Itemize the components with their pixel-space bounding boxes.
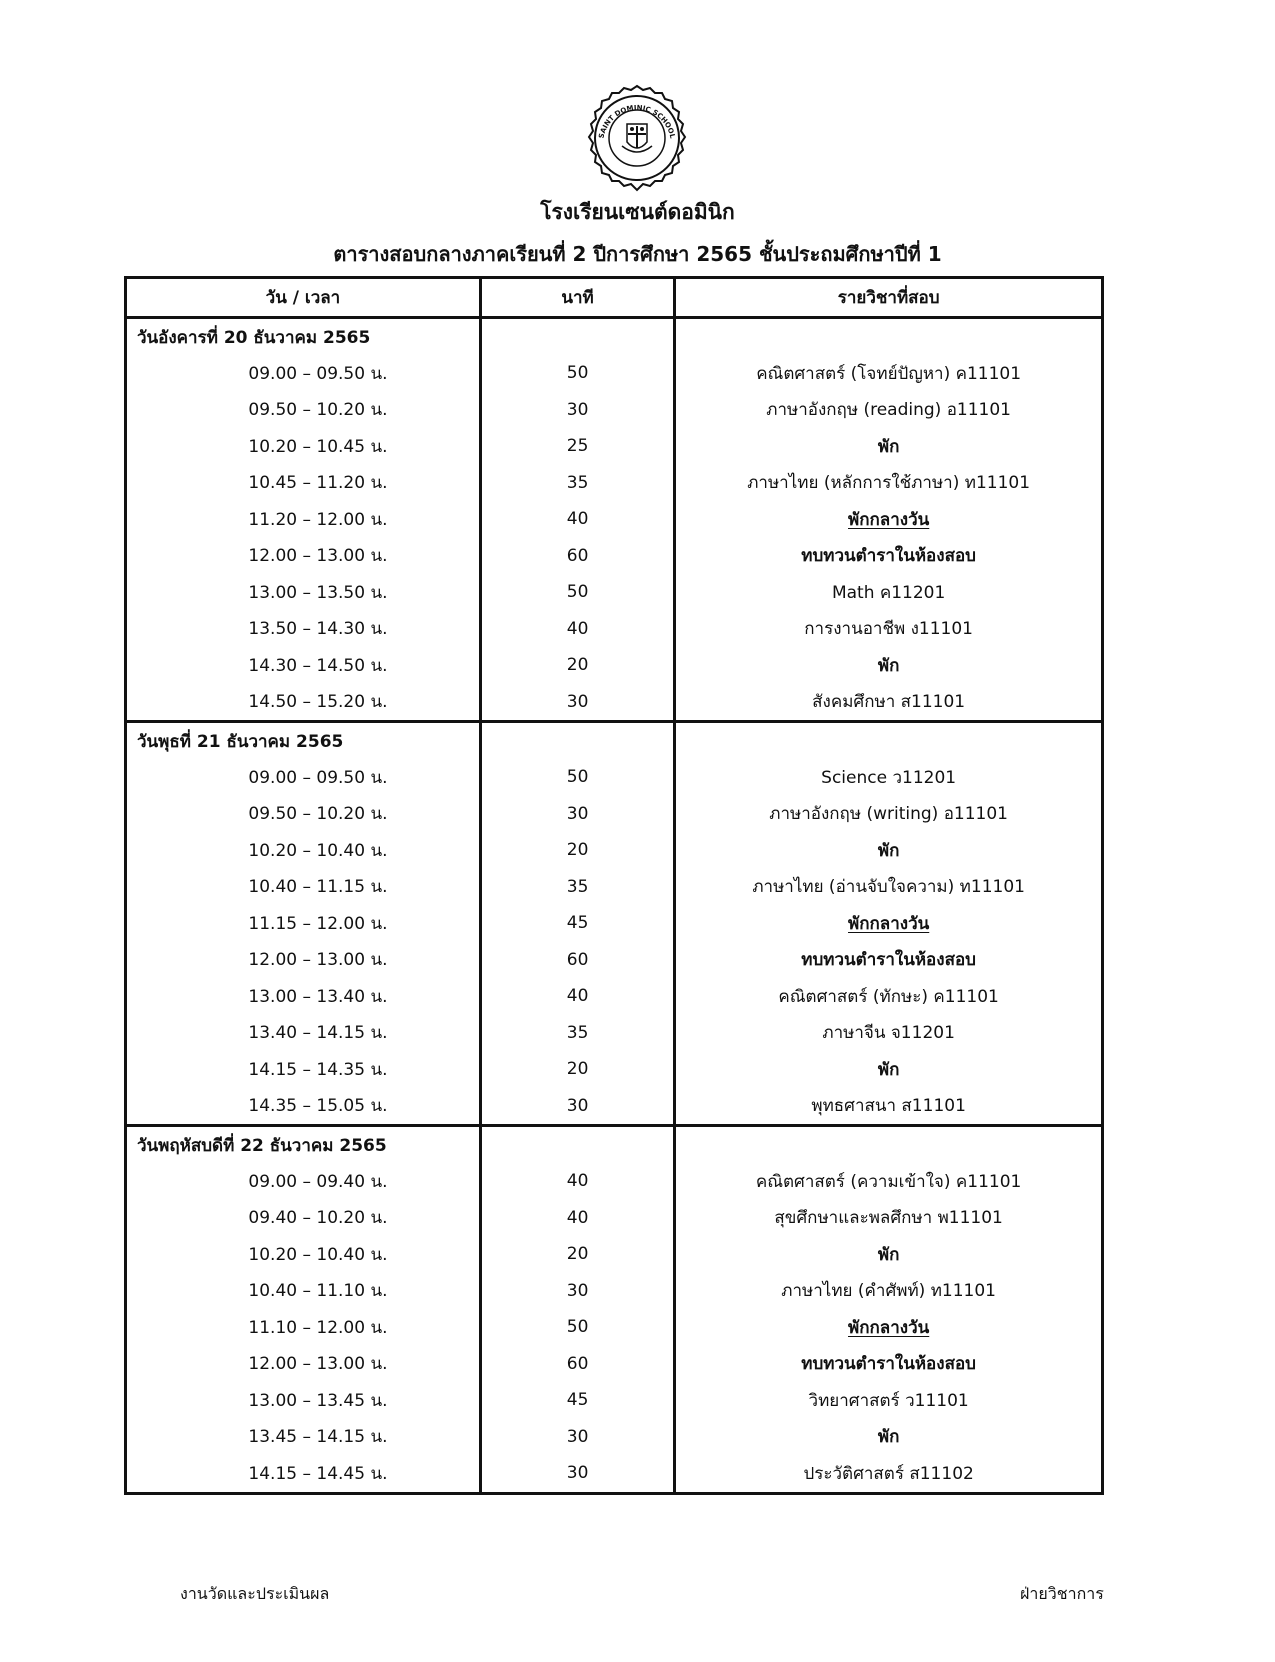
time-cell: 14.50 – 15.20 น. [126, 684, 481, 722]
day-label: วันพุธที่ 21 ธันวาคม 2565 [126, 722, 481, 760]
subject-cell: พัก [675, 428, 1103, 465]
table-row [126, 501, 1103, 538]
time-cell: 12.00 – 13.00 น. [126, 942, 481, 979]
minutes-cell: 45 [480, 905, 674, 942]
footer-measurement-unit: งานวัดและประเมินผล [180, 1584, 330, 1603]
subject-cell: คณิตศาสตร์ (ความเข้าใจ) ค11101 [675, 1163, 1103, 1200]
subject-cell: ภาษาไทย (หลักการใช้ภาษา) ท11101 [675, 465, 1103, 502]
footer-academic-department: ฝ่ายวิชาการ [1020, 1584, 1104, 1603]
subject-cell: สังคมศึกษา ส11101 [675, 684, 1103, 722]
minutes-cell: 30 [480, 392, 674, 429]
subject-cell: สุขศึกษาและพลศึกษา พ11101 [675, 1200, 1103, 1237]
subject-cell: พัก [675, 832, 1103, 869]
minutes-cell: 60 [480, 1346, 674, 1383]
header-day-time: วัน / เวลา [126, 278, 481, 318]
subject-cell: คณิตศาสตร์ (โจทย์ปัญหา) ค11101 [675, 355, 1103, 392]
minutes-cell: 20 [480, 647, 674, 684]
empty-cell [480, 1126, 674, 1164]
time-cell: 13.40 – 14.15 น. [126, 1015, 481, 1052]
subject-cell: ประวัติศาสตร์ ส11102 [675, 1455, 1103, 1493]
lunch-break-label: พักกลางวัน [848, 509, 930, 530]
minutes-cell: 35 [480, 869, 674, 906]
minutes-cell: 30 [480, 1273, 674, 1310]
minutes-cell: 30 [480, 796, 674, 833]
minutes-cell: 35 [480, 1015, 674, 1052]
subject-cell: ภาษาไทย (คำศัพท์) ท11101 [675, 1273, 1103, 1310]
subject-cell: Math ค11201 [675, 574, 1103, 611]
table-row [126, 1236, 1103, 1273]
table-row [126, 978, 1103, 1015]
time-cell: 11.20 – 12.00 น. [126, 501, 481, 538]
minutes-cell: 25 [480, 428, 674, 465]
day-header-row [126, 1126, 1103, 1164]
time-cell: 13.45 – 14.15 น. [126, 1419, 481, 1456]
time-cell: 14.15 – 14.45 น. [126, 1455, 481, 1493]
subject-cell: พุทธศาสนา ส11101 [675, 1088, 1103, 1126]
table-row [126, 832, 1103, 869]
time-cell: 09.50 – 10.20 น. [126, 796, 481, 833]
minutes-cell: 50 [480, 574, 674, 611]
subject-cell: ทบทวนตำราในห้องสอบ [675, 942, 1103, 979]
subject-cell: พัก [675, 1051, 1103, 1088]
time-cell: 14.35 – 15.05 น. [126, 1088, 481, 1126]
time-cell: 10.40 – 11.15 น. [126, 869, 481, 906]
minutes-cell: 60 [480, 538, 674, 575]
school-name: โรงเรียนเซนต์ดอมินิก [540, 200, 735, 224]
minutes-cell: 30 [480, 1455, 674, 1493]
time-cell: 10.40 – 11.10 น. [126, 1273, 481, 1310]
schedule-body [126, 318, 1103, 1494]
minutes-cell: 40 [480, 978, 674, 1015]
exam-schedule-title: ตารางสอบกลางภาคเรียนที่ 2 ปีการศึกษา 2565 ชั้นประถมศึกษาปีที่ 1 [333, 242, 942, 266]
table-header-row [126, 278, 1103, 318]
time-cell: 10.20 – 10.45 น. [126, 428, 481, 465]
table-row [126, 1200, 1103, 1237]
time-cell: 09.00 – 09.50 น. [126, 759, 481, 796]
day-header-row [126, 722, 1103, 760]
table-row [126, 538, 1103, 575]
table-row [126, 1419, 1103, 1456]
table-row [126, 611, 1103, 648]
table-row [126, 355, 1103, 392]
header-minutes: นาที [480, 278, 674, 318]
minutes-cell: 20 [480, 1051, 674, 1088]
empty-cell [675, 722, 1103, 760]
subject-cell [675, 905, 1103, 942]
table-row [126, 1015, 1103, 1052]
time-cell: 09.00 – 09.50 น. [126, 355, 481, 392]
minutes-cell: 30 [480, 1088, 674, 1126]
minutes-cell: 50 [480, 355, 674, 392]
time-cell: 14.15 – 14.35 น. [126, 1051, 481, 1088]
time-cell: 09.40 – 10.20 น. [126, 1200, 481, 1237]
minutes-cell: 20 [480, 1236, 674, 1273]
subject-cell: ภาษาอังกฤษ (writing) อ11101 [675, 796, 1103, 833]
minutes-cell: 50 [480, 1309, 674, 1346]
table-row [126, 796, 1103, 833]
day-label: วันพฤหัสบดีที่ 22 ธันวาคม 2565 [126, 1126, 481, 1164]
subject-cell: พัก [675, 1419, 1103, 1456]
minutes-cell: 35 [480, 465, 674, 502]
table-row [126, 1273, 1103, 1310]
subject-cell [675, 501, 1103, 538]
exam-schedule-table [124, 276, 1104, 1495]
table-row [126, 942, 1103, 979]
subject-cell: ภาษาอังกฤษ (reading) อ11101 [675, 392, 1103, 429]
table-row [126, 1309, 1103, 1346]
table-row [126, 1455, 1103, 1493]
time-cell: 09.50 – 10.20 น. [126, 392, 481, 429]
minutes-cell: 30 [480, 1419, 674, 1456]
time-cell: 11.15 – 12.00 น. [126, 905, 481, 942]
table-row [126, 1346, 1103, 1383]
time-cell: 13.50 – 14.30 น. [126, 611, 481, 648]
subject-cell: พัก [675, 647, 1103, 684]
subject-cell: ทบทวนตำราในห้องสอบ [675, 538, 1103, 575]
subject-cell: ทบทวนตำราในห้องสอบ [675, 1346, 1103, 1383]
subject-cell: วิทยาศาสตร์ ว11101 [675, 1382, 1103, 1419]
table-row [126, 1163, 1103, 1200]
table-row [126, 1051, 1103, 1088]
minutes-cell: 50 [480, 759, 674, 796]
empty-cell [675, 1126, 1103, 1164]
minutes-cell: 30 [480, 684, 674, 722]
subject-cell: ภาษาจีน จ11201 [675, 1015, 1103, 1052]
time-cell: 10.45 – 11.20 น. [126, 465, 481, 502]
table-row [126, 759, 1103, 796]
minutes-cell: 45 [480, 1382, 674, 1419]
time-cell: 10.20 – 10.40 น. [126, 832, 481, 869]
table-row [126, 647, 1103, 684]
time-cell: 14.30 – 14.50 น. [126, 647, 481, 684]
subject-cell: Science ว11201 [675, 759, 1103, 796]
subject-cell: คณิตศาสตร์ (ทักษะ) ค11101 [675, 978, 1103, 1015]
table-row [126, 574, 1103, 611]
table-row [126, 428, 1103, 465]
minutes-cell: 40 [480, 1163, 674, 1200]
day-label: วันอังคารที่ 20 ธันวาคม 2565 [126, 318, 481, 356]
time-cell: 11.10 – 12.00 น. [126, 1309, 481, 1346]
minutes-cell: 20 [480, 832, 674, 869]
time-cell: 13.00 – 13.50 น. [126, 574, 481, 611]
header-subject: รายวิชาที่สอบ [675, 278, 1103, 318]
table-row [126, 1382, 1103, 1419]
day-header-row [126, 318, 1103, 356]
minutes-cell: 40 [480, 501, 674, 538]
table-row [126, 392, 1103, 429]
table-row [126, 1088, 1103, 1126]
minutes-cell: 40 [480, 1200, 674, 1237]
minutes-cell: 60 [480, 942, 674, 979]
table-row [126, 869, 1103, 906]
school-seal-logo [582, 84, 692, 194]
time-cell: 13.00 – 13.40 น. [126, 978, 481, 1015]
time-cell: 09.00 – 09.40 น. [126, 1163, 481, 1200]
time-cell: 12.00 – 13.00 น. [126, 538, 481, 575]
empty-cell [480, 722, 674, 760]
time-cell: 10.20 – 10.40 น. [126, 1236, 481, 1273]
lunch-break-label: พักกลางวัน [848, 1317, 930, 1338]
table-row [126, 905, 1103, 942]
subject-cell [675, 1309, 1103, 1346]
time-cell: 13.00 – 13.45 น. [126, 1382, 481, 1419]
table-row [126, 684, 1103, 722]
empty-cell [480, 318, 674, 356]
lunch-break-label: พักกลางวัน [848, 913, 930, 934]
minutes-cell: 40 [480, 611, 674, 648]
subject-cell: พัก [675, 1236, 1103, 1273]
subject-cell: ภาษาไทย (อ่านจับใจความ) ท11101 [675, 869, 1103, 906]
seal-text: SAINT DOMINIC SCHOOL [597, 103, 677, 140]
time-cell: 12.00 – 13.00 น. [126, 1346, 481, 1383]
table-row [126, 465, 1103, 502]
subject-cell: การงานอาชีพ ง11101 [675, 611, 1103, 648]
empty-cell [675, 318, 1103, 356]
